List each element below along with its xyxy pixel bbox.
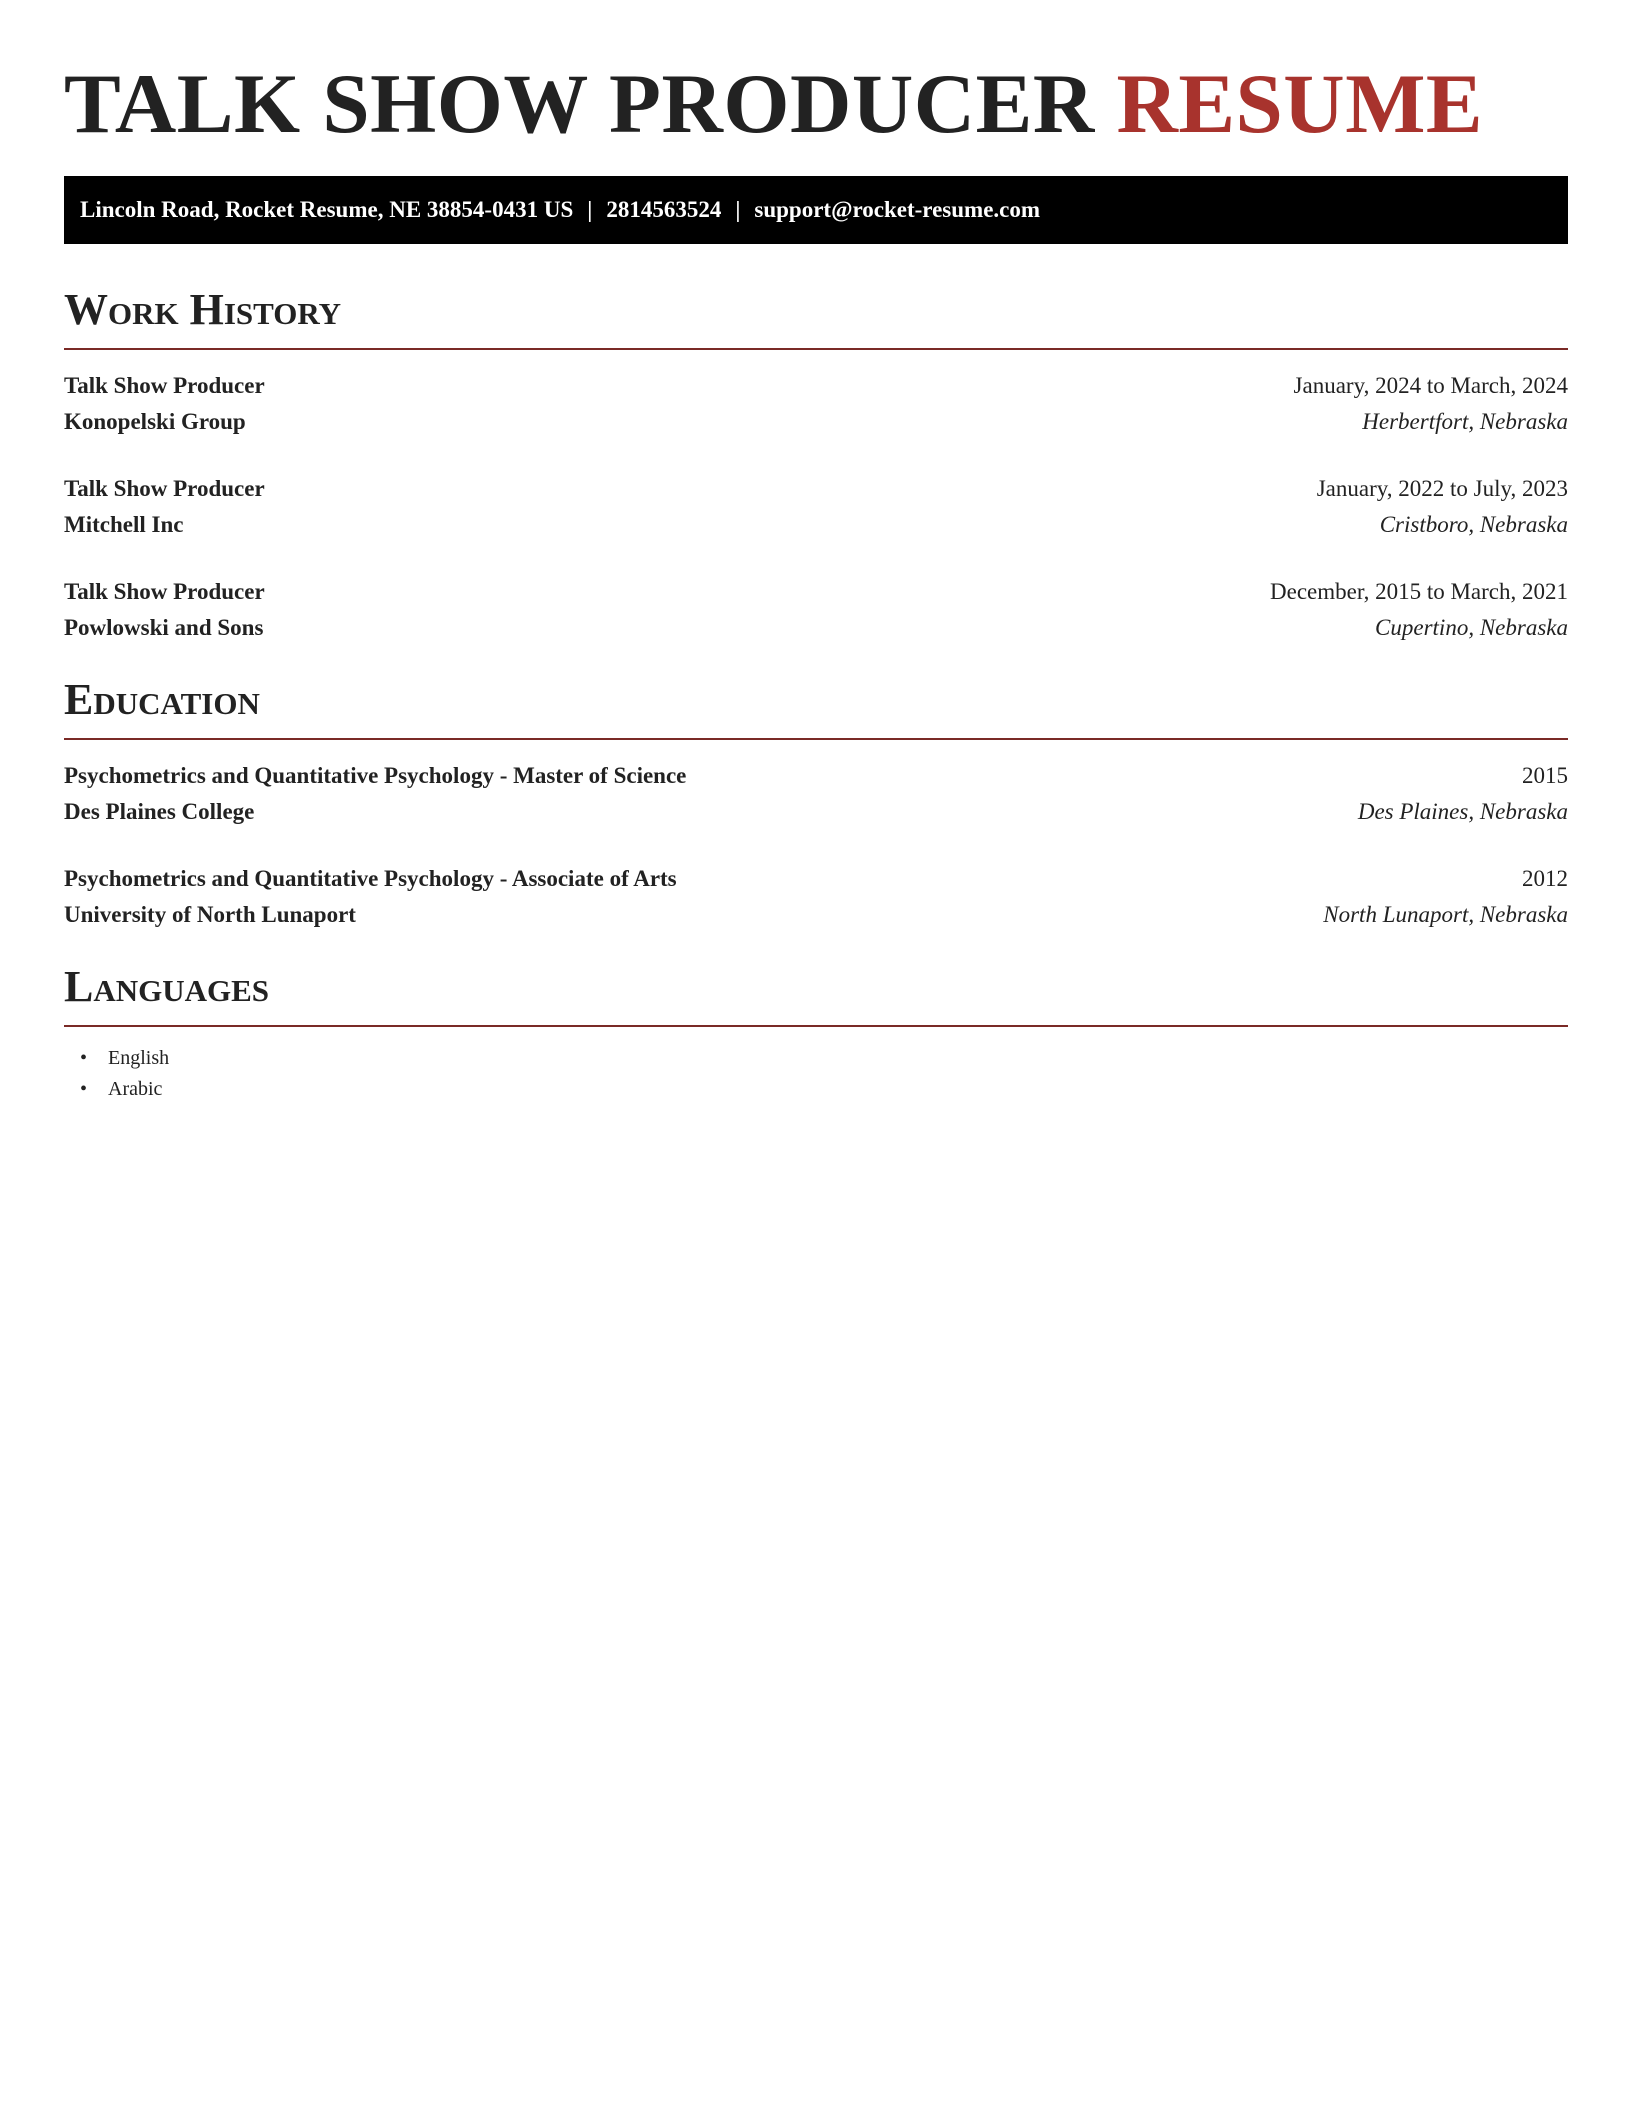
job-dates: January, 2022 to July, 2023 xyxy=(1316,476,1568,501)
languages-section xyxy=(64,961,1568,1105)
job-dates: December, 2015 to March, 2021 xyxy=(1270,579,1568,604)
contact-bar xyxy=(64,176,1568,244)
work-entry xyxy=(64,574,1568,646)
job-title: Talk Show Producer xyxy=(64,373,265,398)
school-name: Des Plaines College xyxy=(64,799,255,824)
education-section xyxy=(64,674,1568,933)
contact-email[interactable]: support@rocket-resume.com xyxy=(754,197,1041,222)
degree-name: Psychometrics and Quantitative Psychology - Master of Science xyxy=(64,763,687,788)
work-history-heading: Work History xyxy=(64,285,342,334)
education-entry xyxy=(64,758,1568,830)
work-entry xyxy=(64,368,1568,440)
section-divider xyxy=(64,1025,1568,1027)
work-entry xyxy=(64,471,1568,543)
contact-separator: | xyxy=(587,197,593,222)
bullet-icon: • xyxy=(80,1078,88,1100)
page-title xyxy=(64,0,1568,152)
language-name: Arabic xyxy=(108,1078,163,1100)
title-accent: RESUME xyxy=(1116,57,1484,151)
section-divider xyxy=(64,738,1568,740)
resume-page xyxy=(64,0,1568,1105)
section-divider xyxy=(64,348,1568,350)
graduation-year: 2015 xyxy=(1522,763,1568,788)
company-name: Mitchell Inc xyxy=(64,512,184,537)
school-location: North Lunaport, Nebraska xyxy=(1323,902,1568,927)
education-heading: Education xyxy=(64,675,260,724)
list-item xyxy=(64,1074,1568,1105)
title-main: TALK SHOW PRODUCER xyxy=(64,57,1095,151)
education-entry xyxy=(64,861,1568,933)
company-name: Konopelski Group xyxy=(64,409,246,434)
job-location: Cupertino, Nebraska xyxy=(1375,615,1568,640)
contact-address: Lincoln Road, Rocket Resume, NE 38854-0431 US xyxy=(80,197,574,222)
language-name: English xyxy=(108,1047,170,1069)
work-history-section xyxy=(64,284,1568,646)
graduation-year: 2012 xyxy=(1522,866,1568,891)
contact-phone: 2814563524 xyxy=(606,197,722,222)
job-title: Talk Show Producer xyxy=(64,476,265,501)
list-item xyxy=(64,1043,1568,1074)
job-location: Herbertfort, Nebraska xyxy=(1362,409,1568,434)
languages-heading: Languages xyxy=(64,962,270,1011)
job-location: Cristboro, Nebraska xyxy=(1379,512,1568,537)
languages-list xyxy=(64,1043,1568,1105)
bullet-icon: • xyxy=(80,1047,88,1069)
company-name: Powlowski and Sons xyxy=(64,615,264,640)
contact-separator: | xyxy=(735,197,741,222)
school-name: University of North Lunaport xyxy=(64,902,356,927)
degree-name: Psychometrics and Quantitative Psychology - Associate of Arts xyxy=(64,866,677,891)
school-location: Des Plaines, Nebraska xyxy=(1357,799,1568,824)
job-dates: January, 2024 to March, 2024 xyxy=(1293,373,1568,398)
job-title: Talk Show Producer xyxy=(64,579,265,604)
